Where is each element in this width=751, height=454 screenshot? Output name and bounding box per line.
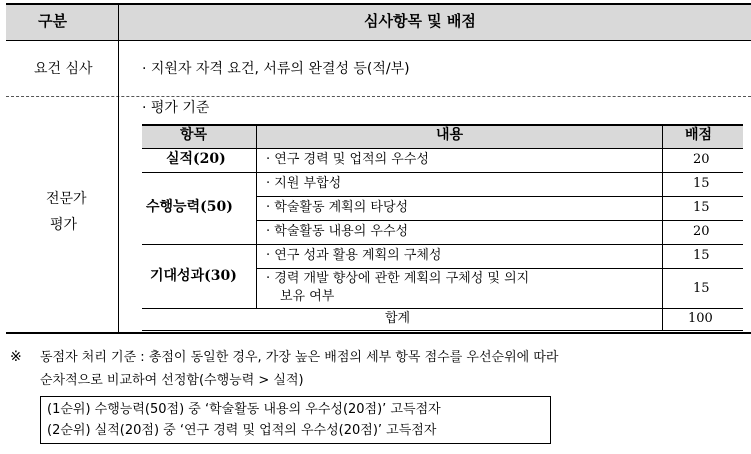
item-expected-outcome: 기대성과(30): [150, 268, 237, 284]
inner-table-bottom-border: [142, 330, 743, 331]
content-plan-validity: · 학술활동 계획의 타당성: [266, 200, 409, 215]
note-line1: 동점자 처리 기준 : 총점이 동일한 경우, 가장 높은 배점의 세부 항목 점수를 우선순위에 따라: [40, 350, 559, 365]
item-capability: 수행능력(50): [146, 199, 233, 215]
inner-line-after-performance: [142, 172, 743, 173]
header-items-and-scores: 심사항목 및 배점: [364, 12, 476, 30]
score-career-development: 15: [693, 281, 710, 296]
item-performance: 실적(20): [166, 151, 226, 167]
inner-col-divider-2: [662, 124, 663, 330]
note-mark: ※: [10, 349, 22, 365]
inner-line-capability-1: [256, 196, 743, 197]
note-line2: 순차적으로 비교하여 선정함(수행능력 > 실적): [40, 373, 304, 388]
inner-header-score: 배점: [685, 127, 713, 143]
tiebreak-first-priority: (1순위) 수행능력(50점) 중 ‘학술활동 내용의 우수성(20점)’ 고득점자: [47, 402, 441, 417]
outer-column-divider: [118, 3, 119, 333]
expert-eval-label-line1: 전문가: [46, 191, 87, 207]
expert-eval-label-line2: 평가: [50, 217, 78, 233]
inner-header-bottom: [142, 148, 743, 149]
inner-line-capability-2: [256, 220, 743, 221]
total-score: 100: [688, 311, 713, 326]
tiebreak-second-priority: (2순위) 실적(20점) 중 ‘연구 경력 및 업적의 우수성(20점)’ 고득점자: [47, 423, 437, 438]
inner-table-top-border: [142, 124, 743, 126]
score-plan-validity: 15: [693, 200, 710, 215]
requirement-review-content: · 지원자 자격 요건, 서류의 완결성 등(적/부): [142, 61, 410, 77]
content-research-career: · 연구 경력 및 업적의 우수성: [266, 152, 429, 167]
score-research-career: 20: [693, 152, 710, 167]
inner-col-divider-1: [256, 124, 257, 308]
requirement-review-label: 요건 심사: [34, 61, 93, 77]
inner-line-outcome-1: [256, 268, 743, 269]
header-category: 구분: [38, 12, 67, 30]
inner-line-after-capability: [142, 244, 743, 245]
content-career-development-line1: · 경력 개발 향상에 관한 계획의 구체성 및 의지: [266, 271, 530, 286]
inner-header-item: 항목: [180, 127, 208, 143]
content-career-development-line2: 보유 여부: [280, 289, 335, 304]
content-activity-excellence: · 학술활동 내용의 우수성: [266, 224, 409, 239]
score-fit: 15: [693, 176, 710, 191]
content-outcome-utilization: · 연구 성과 활용 계획의 구체성: [266, 248, 442, 263]
score-outcome-utilization: 15: [693, 248, 710, 263]
score-activity-excellence: 20: [693, 224, 710, 239]
total-label: 합계: [385, 311, 411, 326]
inner-header-content: 내용: [436, 127, 464, 143]
content-fit: · 지원 부합성: [266, 176, 342, 191]
evaluation-criteria-intro: · 평가 기준: [142, 100, 210, 116]
inner-line-before-total: [142, 308, 743, 309]
